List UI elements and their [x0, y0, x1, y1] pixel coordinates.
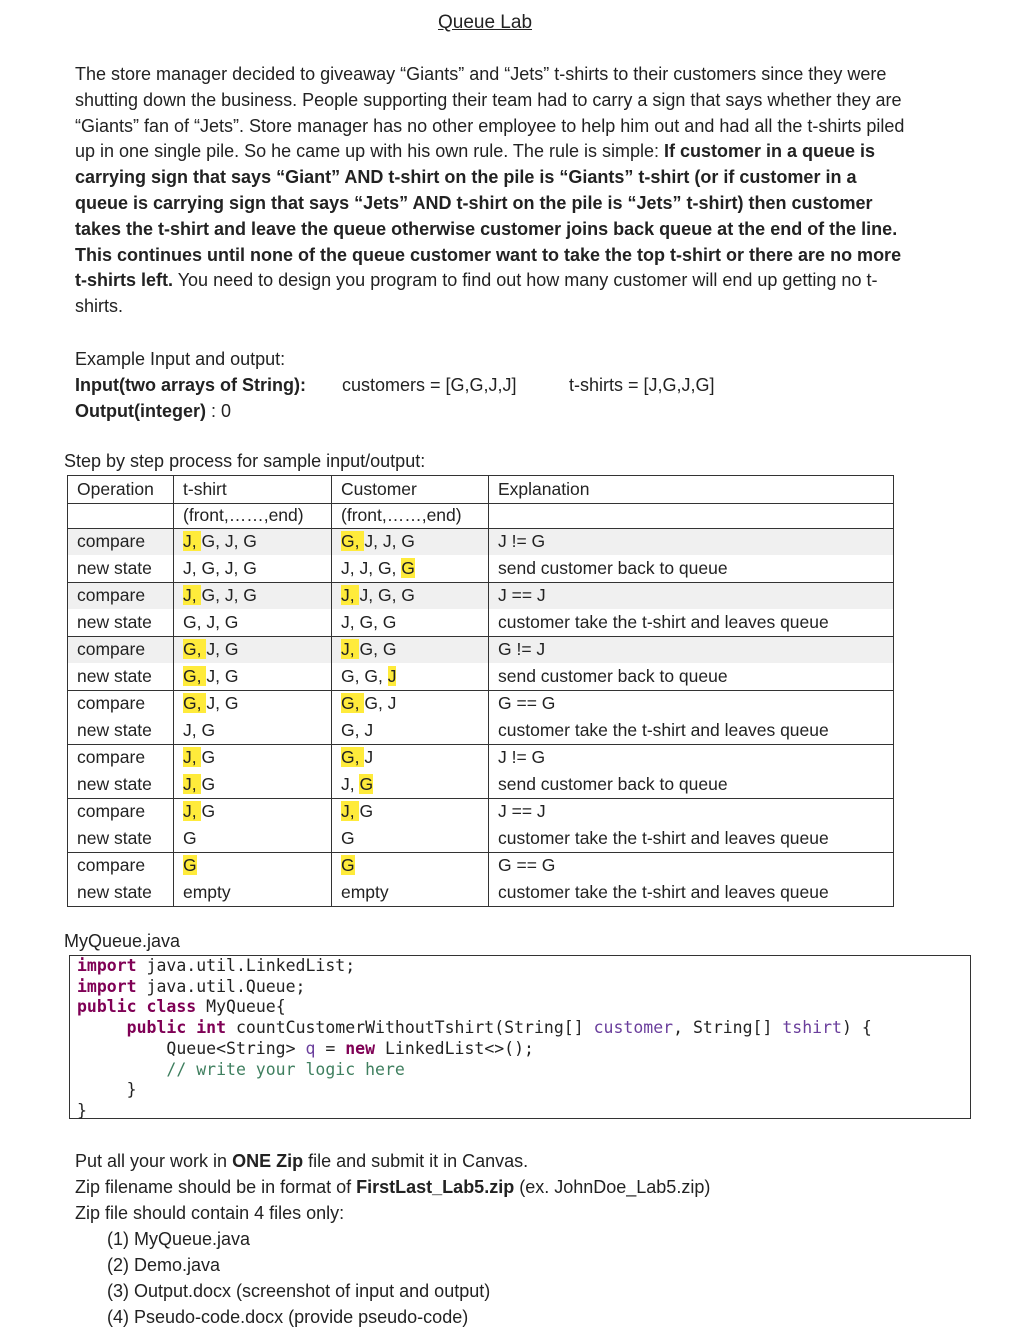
example-output-row — [75, 398, 935, 424]
header-customer-sub: (front,……,end) — [332, 503, 489, 528]
step-tshirt — [174, 582, 332, 609]
step-customer — [332, 690, 489, 717]
param-tshirt: tshirt — [782, 1018, 842, 1038]
step-row — [68, 636, 894, 663]
queue-items: J, — [341, 773, 360, 794]
queue-items: G, J, G — [201, 531, 257, 552]
intro-rule-bold: If customer in a queue is carrying sign that says “Giant” AND t-shirt on the pile is “Giants” t-shirt (or if customer in a queue is carrying sign that says “Jets” AND t-shirt on the pile is “Jets” t-shirt) then customer takes the t-shirt and leave the queue otherwise customer joins back queue at the end of the line. This continues until none of the queue customer want to take the top t-shirt or there are no more t-shirts left. — [75, 141, 902, 291]
code-text: MyQueue{ — [196, 997, 286, 1017]
step-operation: new state — [68, 879, 174, 906]
step-operation: compare — [68, 690, 174, 717]
step-operation: compare — [68, 852, 174, 879]
kw-class: class — [146, 997, 197, 1017]
highlighted-item: G — [341, 855, 355, 876]
step-tshirt — [174, 717, 332, 744]
step-explanation: customer take the t-shirt and leaves queue — [489, 825, 894, 852]
queue-items: J, G, G — [359, 585, 415, 606]
step-explanation: send customer back to queue — [489, 771, 894, 798]
step-tshirt — [174, 690, 332, 717]
step-customer — [332, 609, 489, 636]
kw-new: new — [345, 1038, 376, 1058]
step-operation: compare — [68, 582, 174, 609]
highlighted-item: G — [401, 557, 415, 578]
queue-items: G, J, G — [183, 611, 239, 632]
code-block — [69, 955, 971, 1119]
kw-public: public — [77, 997, 137, 1017]
step-operation: new state — [68, 555, 174, 582]
code-text: Queue<String> — [166, 1038, 306, 1058]
highlighted-item: G, — [183, 639, 207, 660]
queue-items: empty — [183, 881, 231, 902]
step-tshirt — [174, 636, 332, 663]
highlighted-item: J, — [341, 639, 360, 660]
highlighted-item: G, — [341, 693, 365, 714]
step-customer — [332, 798, 489, 825]
file-item: (3) Output.docx (screenshot of input and output) — [107, 1281, 491, 1301]
file-item: (4) Pseudo-code.docx (provide pseudo-code) — [107, 1307, 469, 1327]
step-explanation: send customer back to queue — [489, 663, 894, 690]
queue-items: G, G, — [341, 665, 388, 686]
queue-items: G — [183, 827, 197, 848]
step-operation: compare — [68, 744, 174, 771]
step-operation: compare — [68, 798, 174, 825]
header-customer: Customer — [332, 476, 489, 504]
queue-items: J, J, G, — [341, 557, 402, 578]
step-tshirt — [174, 879, 332, 906]
step-tshirt — [174, 771, 332, 798]
header-explanation: Explanation — [489, 476, 894, 504]
step-explanation: J == J — [489, 582, 894, 609]
highlighted-item: J, — [183, 747, 202, 768]
step-row — [68, 879, 894, 906]
highlighted-item: J, — [341, 801, 360, 822]
highlighted-item: G, — [341, 531, 365, 552]
header-tshirt: t-shirt — [174, 476, 332, 504]
step-customer — [332, 771, 489, 798]
file-item: (2) Demo.java — [107, 1255, 221, 1275]
highlighted-item: J, — [183, 585, 202, 606]
queue-items: J — [364, 747, 374, 768]
step-explanation: G == G — [489, 852, 894, 879]
highlighted-item: J, — [183, 531, 202, 552]
queue-items: J, G — [183, 719, 216, 740]
step-explanation: customer take the t-shirt and leaves queue — [489, 879, 894, 906]
step-customer — [332, 582, 489, 609]
step-row — [68, 555, 894, 582]
page-title: Queue Lab — [437, 12, 533, 33]
submit-text: Zip filename should be in format of — [75, 1177, 357, 1197]
example-heading: Example Input and output: — [75, 349, 286, 369]
submit-bold: ONE Zip — [232, 1151, 304, 1171]
step-row — [68, 663, 894, 690]
kw-int: int — [196, 1018, 227, 1038]
queue-items: G, G — [359, 639, 397, 660]
queue-items: G, J — [341, 719, 374, 740]
input-label: Input(two arrays of String): — [75, 375, 306, 395]
submit-text: (ex. JohnDoe_Lab5.zip) — [514, 1177, 711, 1197]
highlighted-item: J, — [183, 801, 202, 822]
queue-items: J, G — [206, 665, 239, 686]
step-operation: compare — [68, 528, 174, 555]
queue-items: G — [359, 801, 374, 822]
step-row — [68, 609, 894, 636]
step-explanation: send customer back to queue — [489, 555, 894, 582]
highlighted-item: G, — [183, 693, 207, 714]
step-customer — [332, 636, 489, 663]
highlighted-item: J, — [341, 585, 360, 606]
step-row — [68, 582, 894, 609]
step-row — [68, 852, 894, 879]
step-customer — [332, 852, 489, 879]
header-operation: Operation — [68, 476, 174, 504]
highlighted-item: J — [387, 665, 397, 686]
step-tshirt — [174, 609, 332, 636]
step-tshirt — [174, 555, 332, 582]
submit-text: Put all your work in — [75, 1151, 233, 1171]
step-row — [68, 825, 894, 852]
submit-line-1 — [75, 1148, 975, 1174]
highlighted-item: G, — [341, 747, 365, 768]
code-text: countCustomerWithoutTshirt(String[] — [226, 1018, 594, 1038]
step-row — [68, 690, 894, 717]
code-text: LinkedList<>(); — [375, 1038, 534, 1058]
queue-items: G — [201, 747, 216, 768]
highlighted-item: J, — [183, 773, 202, 794]
step-explanation: G == G — [489, 690, 894, 717]
step-row — [68, 798, 894, 825]
code-caption: MyQueue.java — [64, 931, 181, 951]
step-operation: new state — [68, 825, 174, 852]
queue-items: G — [201, 801, 216, 822]
step-row — [68, 744, 894, 771]
header-tshirt-sub: (front,……,end) — [174, 503, 332, 528]
step-tshirt — [174, 744, 332, 771]
example-section — [75, 346, 935, 424]
queue-items: J, G, J, G — [183, 557, 257, 578]
step-customer — [332, 663, 489, 690]
queue-items: G — [341, 827, 355, 848]
file-list — [75, 1226, 975, 1330]
kw-import: import — [77, 956, 137, 975]
step-operation: new state — [68, 609, 174, 636]
output-value: : 0 — [205, 401, 231, 421]
submission-instructions — [75, 1148, 975, 1330]
code-text: java.util.Queue; — [136, 976, 306, 996]
code-text: } — [77, 1100, 87, 1120]
step-customer — [332, 879, 489, 906]
intro-paragraph — [75, 62, 905, 320]
queue-items: J, J, G — [364, 531, 415, 552]
step-tshirt — [174, 798, 332, 825]
code-comment: // write your logic here — [166, 1059, 405, 1079]
queue-items: J, G, G — [341, 611, 397, 632]
submit-bold: FirstLast_Lab5.zip — [356, 1177, 515, 1197]
kw-public: public — [126, 1018, 187, 1038]
step-explanation: customer take the t-shirt and leaves queue — [489, 609, 894, 636]
input-customers: customers = [G,G,J,J] — [342, 375, 517, 395]
step-tshirt — [174, 663, 332, 690]
step-customer — [332, 528, 489, 555]
step-customer — [332, 744, 489, 771]
output-label: Output(integer) — [75, 401, 206, 421]
step-row — [68, 771, 894, 798]
step-operation: new state — [68, 771, 174, 798]
step-tshirt — [174, 825, 332, 852]
kw-import: import — [77, 976, 137, 996]
code-text: , String[] — [673, 1018, 783, 1038]
highlighted-item: G, — [183, 665, 207, 686]
submit-line-2 — [75, 1174, 975, 1200]
step-explanation: J != G — [489, 744, 894, 771]
intro-text-2: You need to design you program to find out how many customer will end up getting no t-shirts. — [75, 270, 878, 317]
file-item: (1) MyQueue.java — [107, 1229, 251, 1249]
step-operation: compare — [68, 636, 174, 663]
queue-items: G, J — [364, 693, 397, 714]
steps-table — [67, 475, 894, 907]
highlighted-item: G — [183, 855, 197, 876]
step-customer — [332, 555, 489, 582]
highlighted-item: G — [359, 773, 374, 794]
step-row — [68, 528, 894, 555]
submit-line-3: Zip file should contain 4 files only: — [75, 1203, 345, 1223]
param-customer: customer — [593, 1018, 674, 1038]
queue-items: G — [201, 773, 216, 794]
step-operation: new state — [68, 663, 174, 690]
step-explanation: J != G — [489, 528, 894, 555]
step-explanation: customer take the t-shirt and leaves queue — [489, 717, 894, 744]
code-text: = — [315, 1038, 346, 1058]
step-tshirt — [174, 528, 332, 555]
queue-items: J, G — [206, 693, 239, 714]
step-customer — [332, 717, 489, 744]
queue-items: G, J, G — [201, 585, 257, 606]
steps-caption: Step by step process for sample input/output: — [64, 451, 426, 471]
step-row — [68, 717, 894, 744]
code-text: ) { — [841, 1018, 872, 1038]
code-text: java.util.LinkedList; — [136, 956, 356, 975]
var-q: q — [305, 1038, 316, 1058]
queue-items: empty — [341, 881, 389, 902]
input-tshirts: t-shirts = [J,G,J,G] — [569, 375, 715, 395]
step-customer — [332, 825, 489, 852]
step-tshirt — [174, 852, 332, 879]
queue-items: J, G — [206, 639, 239, 660]
step-operation: new state — [68, 717, 174, 744]
step-explanation: G != J — [489, 636, 894, 663]
step-explanation: J == J — [489, 798, 894, 825]
submit-text: file and submit it in Canvas. — [303, 1151, 529, 1171]
intro-text-1: The store manager decided to giveaway “Giants” and “Jets” t-shirts to their customers since they were shutting down the business. People supporting their team had to carry a sign that says whether they are “Giants” fan of “Jets”. Store manager has no other employee to help him out and had all the t-shirts piled up in one single pile. So he came up with his own rule. The rule is simple: — [75, 64, 905, 162]
code-text: } — [126, 1080, 137, 1100]
example-input-row — [75, 372, 935, 398]
